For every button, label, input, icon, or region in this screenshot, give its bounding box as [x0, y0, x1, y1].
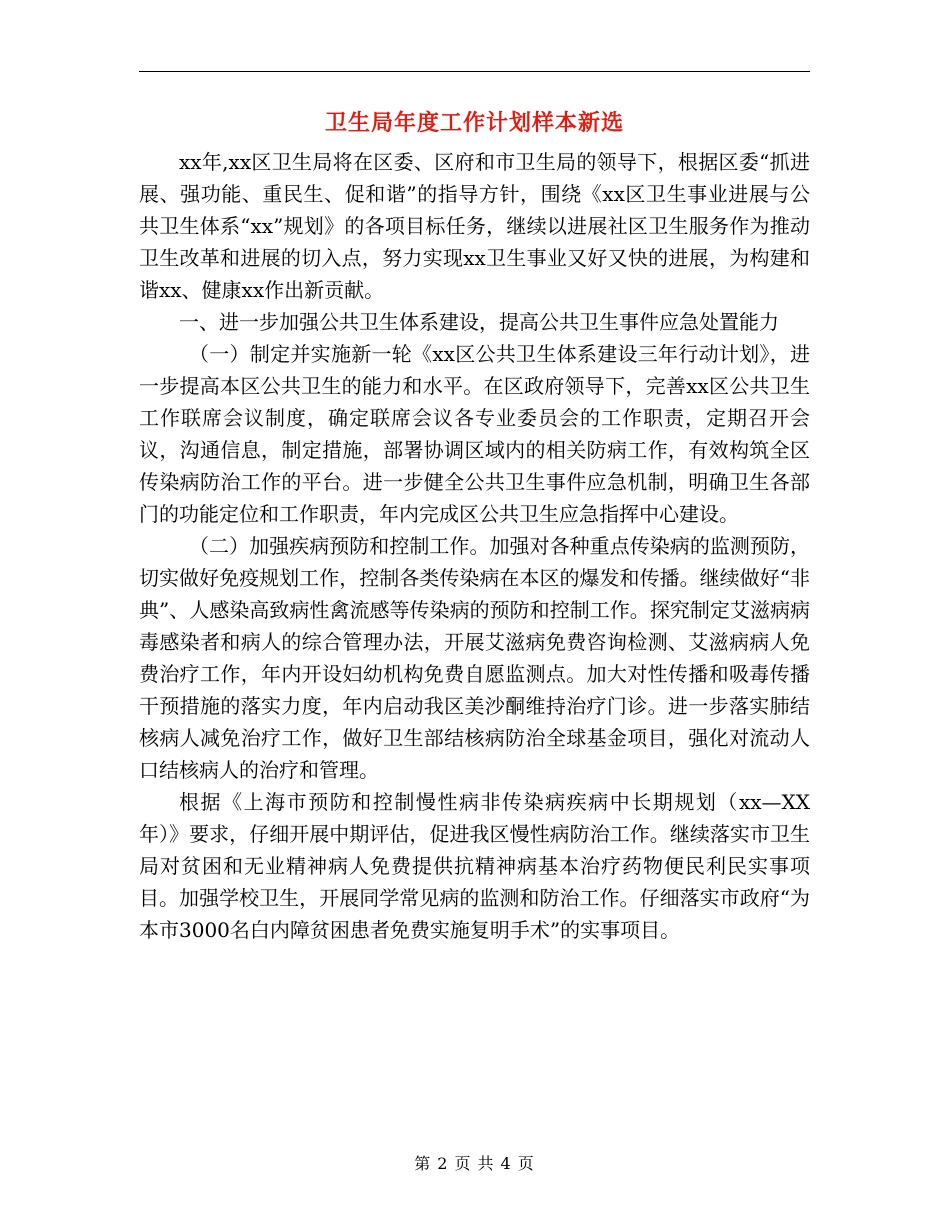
section-heading-1: 一、进一步加强公共卫生体系建设，提高公共卫生事件应急处置能力	[179, 310, 779, 334]
footer-page-label: 页	[454, 1154, 472, 1173]
footer-total-label: 共	[477, 1154, 495, 1173]
intro-paragraph: xx年,xx区卫生局将在区委、区府和市卫生局的领导下，根据区委“抓进展、强功能、重民生、促和谐”的指导方针，围绕《xx区卫生事业进展与公共卫生体系“xx”规划》的各项目标任务，继续以进展社区卫生服务作为推动卫生改革和进展的切入点，努力实现xx卫生事业又好又快的进展，为构建和谐xx、健康xx作出新贡献。	[139, 150, 810, 302]
chronic-disease-paragraph: 根据《上海市预防和控制慢性病非传染病疾病中长期规划（xx—XX年）》要求，仔细开展中期评估，促进我区慢性病防治工作。继续落实市卫生局对贫困和无业精神病人免费提供抗精神病基本治疗药物便民利民实事项目。加强学校卫生，开展同学常见病的监测和防治工作。仔细落实市政府“为本市3000名白内障贫困患者免费实施复明手术”的实事项目。	[139, 790, 810, 942]
footer-suffix: 页	[517, 1154, 535, 1173]
header-rule	[139, 71, 810, 72]
footer-page-number: 2	[437, 1154, 449, 1173]
page-footer	[139, 1152, 810, 1176]
document-body	[139, 146, 810, 946]
document-title: 卫生局年度工作计划样本新选	[324, 111, 624, 136]
footer-prefix: 第	[414, 1154, 432, 1173]
footer-total-pages: 4	[500, 1154, 512, 1173]
subsection-paragraph-1: （一）制定并实施新一轮《xx区公共卫生体系建设三年行动计划》，进一步提高本区公共卫生的能力和水平。在区政府领导下，完善xx区公共卫生工作联席会议制度，确定联席会议各专业委员会的工作职责，定期召开会议，沟通信息，制定措施，部署协调区域内的相关防病工作，有效构筑全区传染病防治工作的平台。进一步健全公共卫生事件应急机制，明确卫生各部门的功能定位和工作职责，年内完成区公共卫生应急指挥中心建设。	[139, 342, 810, 526]
subsection-paragraph-2: （二）加强疾病预防和控制工作。加强对各种重点传染病的监测预防，切实做好免疫规划工作，控制各类传染病在本区的爆发和传播。继续做好“非典”、人感染高致病性禽流感等传染病的预防和控制工作。探究制定艾滋病病毒感染者和病人的综合管理办法，开展艾滋病免费咨询检测、艾滋病病人免费治疗工作，年内开设妇幼机构免费自愿监测点。加大对性传播和吸毒传播干预措施的落实力度，年内启动我区美沙酮维持治疗门诊。进一步落实肺结核病人减免治疗工作，做好卫生部结核病防治全球基金项目，强化对流动人口结核病人的治疗和管理。	[139, 534, 810, 782]
